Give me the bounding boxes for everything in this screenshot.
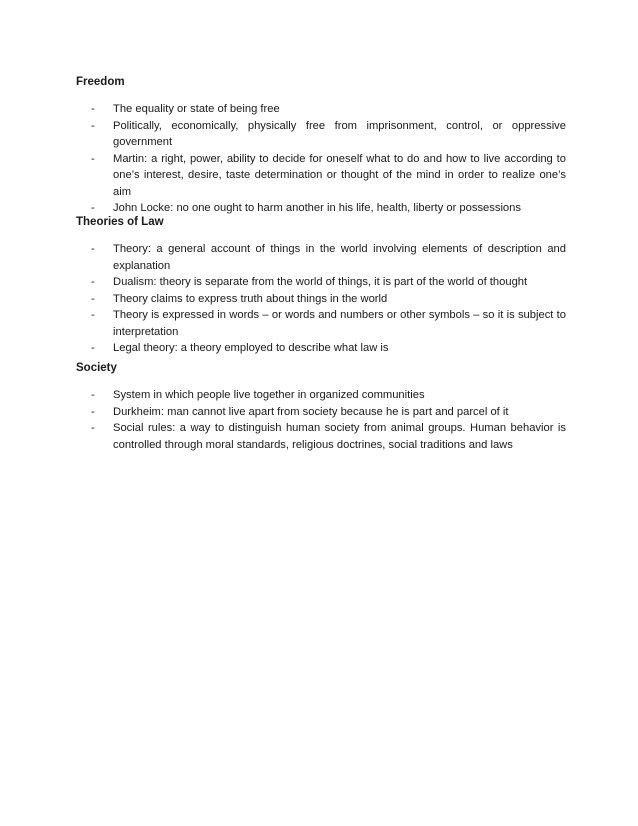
section-freedom (76, 75, 566, 217)
list-item (76, 307, 566, 340)
section-heading: Freedom (76, 76, 125, 88)
bullet-dash: - (91, 405, 95, 418)
bullet-dash: - (91, 103, 95, 115)
bullet-dash: - (91, 389, 95, 401)
section-theories-of-law (76, 215, 566, 357)
list-item (76, 151, 566, 201)
list-item (76, 101, 566, 118)
list-item-text: Theory: a general account of things in the world involving elements of description and explanation (113, 243, 566, 272)
bullet-dash: - (91, 422, 95, 434)
list-item-text: Martin: a right, power, ability to decide for oneself what to do and how to live according to one’s interest, desire, taste determination or thought of the mind in order to realize one’s aim (113, 152, 566, 198)
list-item-text: John Locke: no one ought to harm another in his life, health, liberty or possessions (113, 202, 521, 214)
list-item-text: System in which people live together in organized communities (113, 389, 425, 401)
bullet-dash: - (91, 243, 95, 255)
bullet-list (76, 101, 566, 217)
section-heading: Society (76, 362, 117, 374)
bullet-dash: - (91, 152, 95, 165)
list-item-text: Theory is expressed in words – or words and numbers or other symbols – so it is subject to interpretation (113, 309, 566, 338)
list-item (76, 404, 566, 421)
bullet-list (76, 241, 566, 357)
list-item (76, 274, 566, 291)
list-item-text: The equality or state of being free (113, 103, 280, 115)
bullet-dash: - (91, 292, 95, 305)
bullet-dash: - (91, 276, 95, 288)
bullet-dash: - (91, 202, 95, 214)
list-item-text: Politically, economically, physically free from imprisonment, control, or oppressive government (113, 119, 566, 148)
list-item-text: Dualism: theory is separate from the world of things, it is part of the world of thought (113, 276, 528, 288)
bullet-dash: - (91, 309, 95, 321)
list-item (76, 340, 566, 357)
section-society (76, 361, 566, 453)
list-item (76, 387, 566, 404)
list-item-text: Theory claims to express truth about things in the world (113, 292, 388, 305)
list-item (76, 241, 566, 274)
list-item (76, 118, 566, 151)
list-item-text: Legal theory: a theory employed to describe what law is (113, 342, 389, 354)
list-item (76, 291, 566, 308)
bullet-list (76, 387, 566, 453)
list-item-text: Durkheim: man cannot live apart from society because he is part and parcel of it (113, 405, 509, 418)
bullet-dash: - (91, 342, 95, 354)
list-item-text: Social rules: a way to distinguish human society from animal groups. Human behavior is controlled through moral standards, religious doctrines, social traditions and laws (113, 422, 566, 451)
list-item (76, 420, 566, 453)
section-heading: Theories of Law (76, 216, 164, 228)
bullet-dash: - (91, 119, 95, 132)
